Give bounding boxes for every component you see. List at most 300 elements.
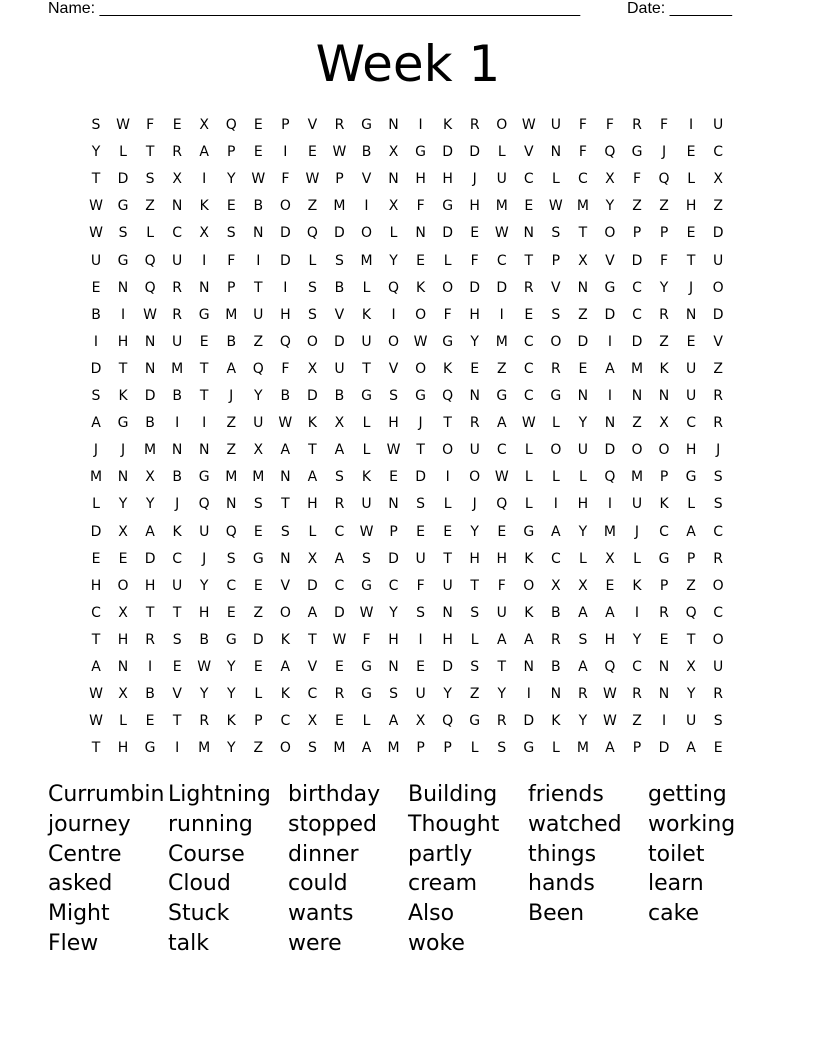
grid-letter: U bbox=[172, 252, 183, 269]
grid-letter: N bbox=[604, 415, 616, 432]
grid-letter: K bbox=[361, 469, 372, 486]
grid-letter: Q bbox=[198, 496, 210, 513]
grid-letter: L bbox=[362, 279, 371, 296]
grid-letter: U bbox=[442, 577, 453, 594]
grid-letter: G bbox=[252, 550, 264, 567]
grid-letter: C bbox=[307, 686, 318, 703]
word-list-item: Lightning bbox=[168, 782, 271, 807]
grid-letter: C bbox=[523, 388, 534, 404]
grid-letter: W bbox=[89, 686, 103, 703]
grid-letter: I bbox=[120, 306, 126, 323]
grid-letter: S bbox=[551, 225, 561, 242]
grid-letter: T bbox=[308, 442, 317, 459]
grid-letter: X bbox=[199, 117, 209, 133]
grid-letter: W bbox=[332, 144, 347, 161]
grid-letter: R bbox=[172, 279, 182, 296]
grid-letter: D bbox=[388, 550, 399, 567]
grid-letter: O bbox=[712, 631, 724, 648]
grid-letter: F bbox=[578, 117, 587, 133]
grid-letter: L bbox=[443, 252, 452, 269]
grid-letter: E bbox=[335, 713, 344, 730]
grid-letter: F bbox=[416, 198, 425, 215]
grid-letter: J bbox=[472, 496, 477, 513]
grid-letter: E bbox=[524, 198, 534, 215]
grid-letter: I bbox=[256, 252, 261, 269]
grid-letter: L bbox=[497, 144, 506, 161]
grid-letter: X bbox=[307, 713, 318, 730]
grid-letter: E bbox=[470, 360, 480, 377]
grid-letter: N bbox=[144, 333, 156, 350]
grid-letter: S bbox=[497, 740, 507, 757]
grid-letter: V bbox=[334, 306, 345, 323]
grid-letter: D bbox=[279, 225, 291, 242]
grid-letter: M bbox=[171, 360, 184, 377]
word-list-item: watched bbox=[528, 811, 622, 837]
grid-letter: D bbox=[334, 225, 345, 242]
grid-letter: J bbox=[689, 279, 694, 296]
grid-letter: N bbox=[388, 117, 399, 133]
grid-letter: F bbox=[497, 577, 506, 594]
grid-letter: Y bbox=[686, 686, 696, 703]
word-list-item: Course bbox=[168, 841, 245, 867]
grid-letter: I bbox=[202, 415, 207, 432]
grid-letter: O bbox=[388, 333, 400, 350]
grid-letter: F bbox=[660, 117, 669, 133]
grid-letter: L bbox=[551, 740, 560, 757]
grid-letter: N bbox=[415, 225, 426, 242]
word-list-item: things bbox=[528, 841, 597, 867]
word-list-item: Building bbox=[408, 782, 498, 807]
grid-letter: K bbox=[280, 686, 290, 703]
grid-letter: T bbox=[578, 225, 588, 242]
grid-letter: H bbox=[280, 306, 291, 323]
grid-letter: E bbox=[226, 198, 236, 215]
grid-letter: Z bbox=[713, 360, 723, 377]
grid-letter: I bbox=[445, 469, 450, 486]
grid-letter: W bbox=[521, 117, 536, 133]
grid-letter: N bbox=[226, 496, 237, 513]
grid-letter: U bbox=[685, 360, 697, 377]
grid-letter: N bbox=[171, 198, 183, 215]
grid-letter: H bbox=[469, 306, 480, 323]
grid-letter: Q bbox=[225, 523, 237, 540]
grid-letter: I bbox=[526, 686, 531, 703]
grid-letter: W bbox=[413, 333, 428, 350]
grid-letter: S bbox=[389, 686, 398, 703]
grid-letter: S bbox=[578, 631, 588, 648]
grid-letter: D bbox=[631, 252, 643, 269]
grid-letter: R bbox=[172, 144, 182, 161]
grid-letter: Z bbox=[145, 198, 155, 215]
grid-letter: K bbox=[118, 388, 128, 404]
grid-letter: D bbox=[307, 577, 318, 594]
grid-letter: Y bbox=[145, 496, 155, 513]
grid-letter: Z bbox=[469, 686, 480, 703]
word-list-item: toilet bbox=[648, 841, 705, 867]
grid-letter: E bbox=[145, 713, 155, 730]
grid-letter: D bbox=[415, 469, 426, 486]
grid-letter: D bbox=[307, 388, 318, 404]
grid-letter: L bbox=[308, 523, 317, 540]
grid-letter: T bbox=[497, 659, 507, 675]
grid-letter: N bbox=[117, 659, 129, 675]
grid-letter: O bbox=[712, 577, 724, 594]
grid-letter: M bbox=[225, 306, 238, 323]
grid-letter: V bbox=[713, 333, 723, 350]
grid-letter: X bbox=[145, 469, 155, 486]
grid-letter: W bbox=[548, 198, 563, 215]
grid-letter: U bbox=[334, 360, 345, 377]
grid-letter: R bbox=[632, 686, 642, 703]
grid-letter: B bbox=[334, 279, 345, 296]
grid-letter: G bbox=[144, 740, 156, 757]
grid-letter: E bbox=[659, 631, 669, 648]
grid-letter: E bbox=[253, 577, 263, 594]
grid-letter: A bbox=[145, 523, 155, 540]
grid-letter: U bbox=[577, 442, 589, 459]
grid-letter: M bbox=[387, 740, 400, 757]
grid-letter: S bbox=[470, 659, 480, 675]
grid-letter: I bbox=[202, 252, 207, 269]
grid-letter: U bbox=[199, 523, 210, 540]
grid-letter: E bbox=[335, 659, 344, 675]
word-list-item: Centre bbox=[48, 841, 122, 867]
grid-letter: F bbox=[605, 117, 614, 133]
grid-letter: X bbox=[118, 604, 128, 621]
grid-letter: R bbox=[334, 496, 345, 513]
grid-letter: L bbox=[254, 686, 263, 703]
grid-letter: W bbox=[521, 415, 536, 432]
grid-letter: G bbox=[631, 144, 643, 161]
grid-letter: O bbox=[631, 442, 643, 459]
grid-letter: T bbox=[686, 252, 696, 269]
grid-letter: X bbox=[388, 198, 399, 215]
grid-letter: Y bbox=[389, 252, 398, 269]
grid-letter: Q bbox=[685, 604, 697, 621]
grid-letter: T bbox=[199, 388, 209, 404]
grid-letter: X bbox=[659, 415, 669, 432]
grid-letter: H bbox=[415, 171, 426, 188]
grid-letter: Z bbox=[307, 198, 318, 215]
grid-letter: X bbox=[334, 415, 345, 432]
grid-letter: M bbox=[630, 469, 644, 486]
grid-letter: B bbox=[172, 388, 182, 404]
grid-letter: A bbox=[605, 604, 615, 621]
grid-letter: I bbox=[283, 144, 288, 161]
grid-letter: S bbox=[226, 550, 236, 567]
grid-letter: M bbox=[495, 333, 508, 350]
grid-letter: R bbox=[632, 117, 642, 133]
grid-letter: R bbox=[334, 117, 345, 133]
word-list-item: cake bbox=[648, 901, 700, 927]
grid-letter: S bbox=[713, 469, 723, 486]
grid-letter: B bbox=[361, 144, 372, 161]
grid-letter: D bbox=[334, 333, 345, 350]
grid-letter: S bbox=[118, 225, 128, 242]
grid-letter: G bbox=[685, 469, 697, 486]
grid-letter: K bbox=[632, 577, 642, 594]
grid-letter: C bbox=[686, 415, 696, 432]
grid-letter: Z bbox=[659, 198, 669, 215]
grid-letter: U bbox=[550, 117, 561, 133]
grid-letter: T bbox=[91, 171, 101, 188]
grid-letter: M bbox=[630, 360, 644, 377]
grid-letter: W bbox=[89, 225, 103, 242]
grid-letter: G bbox=[523, 523, 535, 540]
grid-letter: Y bbox=[470, 523, 479, 540]
grid-letter: T bbox=[362, 360, 371, 377]
grid-letter: U bbox=[253, 306, 264, 323]
grid-letter: Z bbox=[632, 415, 642, 432]
grid-letter: N bbox=[198, 442, 210, 459]
grid-letter: X bbox=[388, 144, 399, 161]
grid-letter: C bbox=[334, 577, 345, 594]
grid-letter: L bbox=[470, 631, 479, 648]
grid-letter: E bbox=[253, 144, 263, 161]
grid-letter: Q bbox=[442, 388, 454, 404]
grid-letter: J bbox=[93, 442, 99, 459]
grid-letter: U bbox=[685, 713, 697, 730]
grid-letter: T bbox=[686, 631, 696, 648]
grid-letter: C bbox=[632, 659, 642, 675]
grid-letter: Z bbox=[713, 198, 723, 215]
word-list-item: Currumbin bbox=[48, 782, 165, 807]
grid-letter: B bbox=[226, 333, 237, 350]
grid-letter: X bbox=[172, 171, 182, 188]
grid-letter: A bbox=[334, 550, 345, 567]
grid-letter: R bbox=[469, 415, 480, 432]
grid-letter: Z bbox=[226, 415, 237, 432]
grid-letter: S bbox=[416, 604, 426, 621]
grid-letter: L bbox=[551, 415, 560, 432]
grid-letter: L bbox=[524, 442, 533, 459]
grid-letter: A bbox=[524, 631, 534, 648]
grid-letter: S bbox=[551, 306, 561, 323]
grid-letter: Y bbox=[199, 577, 209, 594]
grid-letter: C bbox=[523, 171, 534, 188]
grid-letter: D bbox=[334, 604, 345, 621]
grid-letter: Y bbox=[118, 496, 128, 513]
grid-letter: U bbox=[713, 117, 724, 133]
grid-letter: B bbox=[91, 306, 101, 323]
grid-letter: V bbox=[605, 252, 615, 269]
word-list-item: Might bbox=[48, 901, 110, 927]
grid-letter: R bbox=[523, 279, 534, 296]
grid-letter: G bbox=[117, 252, 129, 269]
grid-letter: D bbox=[658, 740, 670, 757]
grid-letter: U bbox=[172, 577, 183, 594]
grid-letter: I bbox=[283, 279, 288, 296]
grid-letter: M bbox=[333, 198, 346, 215]
grid-letter: U bbox=[713, 252, 724, 269]
grid-letter: K bbox=[659, 360, 669, 377]
grid-letter: N bbox=[631, 388, 643, 404]
grid-letter: T bbox=[91, 631, 101, 648]
word-list-item: Been bbox=[528, 901, 585, 927]
grid-letter: V bbox=[551, 279, 561, 296]
grid-letter: U bbox=[415, 686, 426, 703]
grid-letter: N bbox=[658, 659, 670, 675]
grid-letter: Y bbox=[578, 523, 588, 540]
grid-letter: H bbox=[442, 631, 453, 648]
grid-letter: O bbox=[306, 333, 318, 350]
grid-letter: C bbox=[523, 360, 534, 377]
grid-letter: R bbox=[659, 604, 669, 621]
grid-letter: A bbox=[280, 659, 291, 675]
grid-letter: B bbox=[551, 604, 561, 621]
grid-letter: E bbox=[443, 523, 453, 540]
grid-letter: X bbox=[713, 171, 723, 188]
grid-letter: M bbox=[576, 740, 589, 757]
grid-letter: I bbox=[499, 306, 504, 323]
grid-letter: Q bbox=[388, 279, 400, 296]
grid-letter: G bbox=[415, 144, 427, 161]
grid-letter: A bbox=[307, 469, 318, 486]
grid-letter: O bbox=[604, 225, 616, 242]
grid-letter: L bbox=[362, 442, 371, 459]
grid-letter: C bbox=[632, 279, 642, 296]
grid-letter: E bbox=[118, 550, 128, 567]
grid-letter: W bbox=[197, 659, 212, 675]
word-list-item: learn bbox=[648, 871, 704, 897]
grid-letter: N bbox=[550, 686, 562, 703]
grid-letter: R bbox=[659, 306, 669, 323]
grid-letter: B bbox=[145, 415, 155, 432]
grid-letter: H bbox=[496, 550, 508, 567]
grid-letter: Z bbox=[632, 713, 642, 730]
grid-letter: O bbox=[360, 225, 373, 242]
grid-letter: G bbox=[361, 686, 372, 703]
grid-letter: A bbox=[605, 360, 615, 377]
grid-letter: L bbox=[524, 469, 533, 486]
grid-letter: Q bbox=[306, 225, 318, 242]
grid-letter: I bbox=[391, 306, 396, 323]
grid-letter: T bbox=[118, 360, 128, 377]
grid-letter: N bbox=[442, 604, 453, 621]
grid-letter: L bbox=[119, 144, 127, 161]
grid-letter: A bbox=[361, 740, 372, 757]
grid-letter: T bbox=[281, 496, 290, 513]
grid-letter: P bbox=[389, 523, 398, 540]
grid-letter: I bbox=[553, 496, 558, 513]
grid-letter: O bbox=[442, 279, 454, 296]
grid-letter: W bbox=[305, 171, 320, 188]
grid-letter: W bbox=[359, 604, 374, 621]
grid-letter: N bbox=[198, 279, 210, 296]
grid-letter: U bbox=[172, 333, 183, 350]
grid-letter: A bbox=[551, 523, 561, 540]
grid-letter: K bbox=[443, 117, 453, 133]
grid-letter: N bbox=[280, 469, 291, 486]
grid-letter: D bbox=[469, 144, 481, 161]
grid-letter: H bbox=[469, 550, 480, 567]
grid-letter: U bbox=[713, 659, 724, 675]
grid-letter: T bbox=[145, 144, 155, 161]
grid-letter: B bbox=[551, 659, 561, 675]
grid-letter: H bbox=[388, 415, 399, 432]
grid-letter: C bbox=[496, 442, 507, 459]
grid-letter: G bbox=[415, 388, 427, 404]
grid-letter: R bbox=[713, 550, 723, 567]
grid-letter: Q bbox=[658, 171, 670, 188]
grid-letter: P bbox=[227, 144, 236, 161]
word-list-item: stopped bbox=[288, 811, 377, 837]
name-field-label: Name: ______________________________________________________ bbox=[48, 0, 581, 17]
grid-letter: G bbox=[496, 388, 508, 404]
grid-letter: E bbox=[686, 144, 696, 161]
grid-letter: S bbox=[172, 631, 182, 648]
grid-letter: C bbox=[280, 713, 291, 730]
grid-letter: E bbox=[199, 333, 209, 350]
grid-letter: D bbox=[631, 333, 643, 350]
grid-letter: Y bbox=[91, 144, 101, 161]
grid-letter: X bbox=[551, 577, 561, 594]
grid-letter: V bbox=[307, 659, 318, 675]
grid-letter: G bbox=[604, 279, 616, 296]
grid-letter: C bbox=[226, 577, 237, 594]
grid-letter: E bbox=[172, 117, 182, 133]
grid-letter: A bbox=[388, 713, 399, 730]
grid-letter: L bbox=[578, 469, 587, 486]
grid-letter: T bbox=[524, 252, 534, 269]
grid-letter: W bbox=[143, 306, 158, 323]
grid-letter: M bbox=[360, 252, 373, 269]
grid-letter: O bbox=[550, 442, 562, 459]
grid-letter: F bbox=[362, 631, 371, 648]
grid-letter: C bbox=[550, 550, 561, 567]
grid-letter: K bbox=[524, 604, 534, 621]
grid-letter: B bbox=[145, 686, 155, 703]
grid-letter: F bbox=[281, 171, 290, 188]
grid-letter: U bbox=[469, 442, 480, 459]
grid-letter: I bbox=[202, 171, 207, 188]
grid-letter: P bbox=[443, 740, 452, 757]
grid-letter: O bbox=[442, 442, 454, 459]
grid-letter: L bbox=[443, 496, 452, 513]
grid-letter: H bbox=[307, 496, 318, 513]
grid-letter: F bbox=[470, 252, 479, 269]
grid-letter: C bbox=[91, 604, 101, 621]
grid-letter: Q bbox=[604, 144, 616, 161]
grid-letter: Q bbox=[279, 333, 291, 350]
word-list-item: running bbox=[168, 811, 253, 837]
grid-letter: X bbox=[307, 360, 318, 377]
grid-letter: K bbox=[199, 198, 209, 215]
grid-letter: S bbox=[362, 550, 371, 567]
grid-letter: T bbox=[308, 631, 317, 648]
grid-letter: P bbox=[281, 117, 290, 133]
grid-letter: L bbox=[687, 171, 695, 188]
grid-letter: A bbox=[199, 144, 209, 161]
grid-letter: W bbox=[116, 117, 130, 133]
grid-letter: G bbox=[442, 333, 454, 350]
grid-letter: D bbox=[496, 279, 508, 296]
grid-letter: S bbox=[713, 713, 723, 730]
grid-letter: D bbox=[442, 144, 454, 161]
grid-letter: Y bbox=[226, 171, 236, 188]
grid-letter: H bbox=[685, 442, 697, 459]
grid-letter: X bbox=[605, 171, 615, 188]
grid-letter: L bbox=[687, 496, 695, 513]
grid-letter: G bbox=[658, 550, 670, 567]
grid-letter: E bbox=[226, 604, 236, 621]
grid-letter: N bbox=[577, 279, 589, 296]
grid-letter: N bbox=[388, 496, 399, 513]
grid-letter: K bbox=[226, 713, 236, 730]
grid-letter: W bbox=[603, 713, 617, 730]
grid-letter: U bbox=[496, 604, 507, 621]
grid-letter: B bbox=[280, 388, 291, 404]
